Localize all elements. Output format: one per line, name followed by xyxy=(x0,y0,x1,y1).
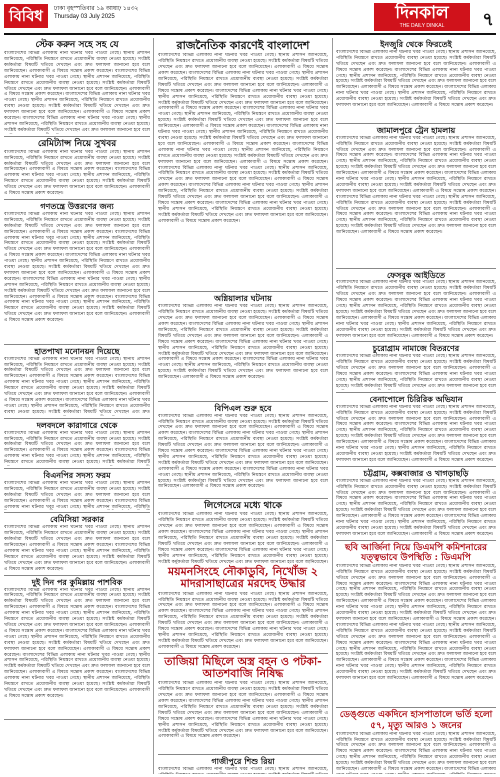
news-story xyxy=(158,757,328,774)
story-divider xyxy=(158,754,328,755)
story-body: বাংলাদেশের বিভিন্ন এলাকায় নানা ঘটনার খবর পাওয়া গেছে। স্থানীয় প্রশাসন জানিয়েছে, পরিস্থিতি নিয়ন্ত্রণে রাখতে প্রয়োজনীয় ব্যবস্থা নেওয়া হয়েছে। সংশ্লিষ্ট কর্মকর্তারা বিষয়টি খতিয়ে দেখছেন এবং দ্রুত ফলাফল জানানো হবে বলে জানিয়েছেন। এলাকাবাসী এ বিষয়ে সন্তোষ প্রকাশ করেছেন। বাংলাদেশের বিভিন্ন এলাকায় নানা ঘটনার খবর পাওয়া গেছে। স্থানীয় প্রশাসন জানিয়েছে, পরিস্থিতি নিয়ন্ত্রণে রাখতে প্রয়োজনীয় ব্যবস্থা নেওয়া হয়েছে। সংশ্লিষ্ট কর্মকর্তারা বিষয়টি xyxy=(4,430,150,466)
story-headline[interactable]: বিএনপির সদস্য ফরম xyxy=(43,469,111,480)
story-headline[interactable]: চট্টগ্রাম, কক্সবাজার ও খাগড়াছড়ি xyxy=(363,467,469,478)
story-divider xyxy=(336,268,496,269)
date-line xyxy=(54,5,138,21)
logo-title: দিনকাল xyxy=(395,3,449,23)
story-body: বাংলাদেশের বিভিন্ন এলাকায় নানা ঘটনার খবর পাওয়া গেছে। স্থানীয় প্রশাসন জানিয়েছে, পরিস্থিতি নিয়ন্ত্রণে রাখতে প্রয়োজনীয় ব্যবস্থা নেওয়া হয়েছে। সংশ্লিষ্ট কর্মকর্তারা বিষয়টি খতিয়ে দেখছেন এবং দ্রুত ফলাফল জানানো হবে বলে জানিয়েছেন। এলাকাবাসী এ বিষয়ে সন্তোষ প্রকাশ করেছেন। বাংলাদেশের বিভিন্ন এলাকায় নানা ঘটনার খবর পাওয়া গেছে। স্থানীয় প্রশাসন জানিয়েছে, পরিস্থিতি xyxy=(4,480,150,510)
story-divider xyxy=(4,344,150,345)
story-divider xyxy=(4,418,150,419)
story-body: বাংলাদেশের বিভিন্ন এলাকায় নানা ঘটনার খবর পাওয়া গেছে। স্থানীয় প্রশাসন জানিয়েছে, পরিস্থিতি নিয়ন্ত্রণে রাখতে প্রয়োজনীয় ব্যবস্থা নেওয়া হয়েছে। সংশ্লিষ্ট কর্মকর্তারা বিষয়টি খতিয়ে দেখছেন এবং দ্রুত ফলাফল জানানো হবে বলে জানিয়েছেন। এলাকাবাসী এ বিষয়ে সন্তোষ প্রকাশ করেছেন। বাংলাদেশের বিভিন্ন এলাকায় নানা ঘটনার খবর পাওয়া গেছে। স্থানীয় প্রশাসন জানিয়েছে, পরিস্থিতি নিয়ন্ত্রণে রাখতে প্রয়োজনীয় ব্যবস্থা নেওয়া হয়েছে। সংশ্লিষ্ট কর্মকর্তারা বিষয়টি খতিয়ে দেখছেন এবং দ্রুত ফলাফল জানানো হবে বলে জানিয়েছেন। এলাকাবাসী এ বিষয়ে সন্তোষ প্রকাশ করেছেন। বাংলাদেশের বিভিন্ন এলাকায় নানা ঘটনার খবর পাওয়া গেছে। স্থানীয় প্রশাসন জানিয়েছে, পরিস্থিতি নিয়ন্ত্রণে রাখতে প্রয়োজনীয় ব্যবস্থা নেওয়া হয়েছে। সংশ্লিষ্ট কর্মকর্তারা বিষয়টি খতিয়ে দেখছেন এবং দ্রুত ফলাফল জানানো হবে বলে জানিয়েছেন। এলাকাবাসী এ বিষয়ে সন্তোষ প্রকাশ করেছেন। বাংলাদেশের বিভিন্ন এলাকায় নানা ঘটনার খবর পাওয়া গেছে। স্থানীয় প্রশাসন জানিয়েছে, পরিস্থিতি নিয়ন্ত্রণে রাখতে প্রয়োজনীয় ব্যবস্থা নেওয়া হয়েছে। সংশ্লিষ্ট কর্মকর্তারা বিষয়টি খতিয়ে দেখছেন এবং দ্রুত ফলাফল জানানো হবে বলে জানিয়েছেন। এলাকাবাসী এ বিষয়ে সন্তোষ প্রকাশ করেছেন। বাংলাদেশের বিভিন্ন এলাকায় নানা ঘটনার খবর পাওয়া গেছে। স্থানীয় প্রশাসন জানিয়েছে, পরিস্থিতি নিয়ন্ত্রণে রাখতে প্রয়োজনীয় ব্যবস্থা নেওয়া হয়েছে। সংশ্লিষ্ট কর্মকর্তারা বিষয়টি খতিয়ে দেখছেন এবং দ্রুত ফলাফল জানানো হবে বলে জানিয়েছেন। এলাকাবাসী এ বিষয়ে সন্তোষ প্রকাশ করেছেন। বাংলাদেশের বিভিন্ন এলাকায় নানা ঘটনার খবর পাওয়া গেছে। স্থানীয় প্রশাসন জানিয়েছে, পরিস্থিতি নিয়ন্ত্রণে রাখতে প্রয়োজনীয় ব্যবস্থা নেওয়া হয়েছে। সংশ্লিষ্ট কর্মকর্তারা বিষয়টি খতিয়ে দেখছেন এবং দ্রুত ফলাফল জানানো হবে বলে জানিয়েছেন। এলাকাবাসী এ বিষয়ে সন্তোষ প্রকাশ করেছেন। বাংলাদেশের বিভিন্ন এলাকায় নানা ঘটনার খবর পাওয়া গেছে। স্থানীয় প্রশাসন জানিয়েছে, পরিস্থিতি নিয়ন্ত্রণে রাখতে প্রয়োজনীয় ব্যবস্থা নেওয়া হয়েছে। সংশ্লিষ্ট কর্মকর্তারা বিষয়টি খতিয়ে দেখছেন এবং দ্রুত ফলাফল জানানো হবে বলে জানিয়েছেন। এলাকাবাসী এ বিষয়ে সন্তোষ প্রকাশ করেছেন। বাংলাদেশের বিভিন্ন এলাকায় নানা ঘটনার খবর পাওয়া গেছে। স্থানীয় প্রশাসন জানিয়েছে, পরিস্থিতি নিয়ন্ত্রণে রাখতে প্রয়োজনীয় ব্যবস্থা নেওয়া হয়েছে। সংশ্লিষ্ট কর্মকর্তারা বিষয়টি খতিয়ে দেখছেন এবং দ্রুত ফলাফল জানানো হবে বলে জানিয়েছেন। এলাকাবাসী এ বিষয়ে সন্তোষ প্রকাশ করেছেন। বাংলাদেশের বিভিন্ন এলাকায় নানা ঘটনার খবর পাওয়া গেছে। স্থানীয় প্রশাসন জানিয়েছে, পরিস্থিতি নিয়ন্ত্রণে রাখতে প্রয়োজনীয় ব্যবস্থা নেওয়া হয়েছে। সংশ্লিষ্ট কর্মকর্তারা বিষয়টি খতিয়ে দেখছেন এবং দ্রুত ফলাফল জানানো হবে বলে জানিয়েছেন। এলাকাবাসী এ বিষয়ে সন্তোষ প্রকাশ করেছেন। xyxy=(158,53,328,224)
story-body: বাংলাদেশের বিভিন্ন এলাকায় নানা ঘটনার খবর পাওয়া গেছে। স্থানীয় প্রশাসন জানিয়েছে, xyxy=(158,767,328,772)
news-story xyxy=(4,578,150,721)
story-headline[interactable]: লিগেসেরে মধ্যে থাকে xyxy=(204,501,282,512)
story-headline[interactable]: ছবি আর্জিনা নিয়ে ডিএমপি কমিশনারের যত্ত্বভাবে উপস্থিতি : ডিএমপি xyxy=(345,542,487,563)
story-body: বাংলাদেশের বিভিন্ন এলাকায় নানা ঘটনার খবর পাওয়া গেছে। স্থানীয় প্রশাসন জানিয়েছে, পরিস্থিতি নিয়ন্ত্রণে রাখতে প্রয়োজনীয় ব্যবস্থা নেওয়া হয়েছে। সংশ্লিষ্ট কর্মকর্তারা বিষয়টি খতিয়ে দেখছেন এবং দ্রুত ফলাফল জানানো হবে বলে জানিয়েছেন। এলাকাবাসী এ বিষয়ে সন্তোষ প্রকাশ করেছেন। বাংলাদেশের বিভিন্ন এলাকায় নানা ঘটনার খবর পাওয়া গেছে। স্থানীয় প্রশাসন জানিয়েছে, পরিস্থিতি নিয়ন্ত্রণে রাখতে প্রয়োজনীয় ব্যবস্থা নেওয়া হয়েছে। সংশ্লিষ্ট কর্মকর্তারা বিষয়টি খতিয়ে দেখছেন এবং দ্রুত ফলাফল জানানো হবে বলে জানিয়েছেন। এলাকাবাসী এ বিষয়ে সন্তোষ প্রকাশ করেছেন। বাংলাদেশের বিভিন্ন এলাকায় নানা ঘটনার খবর পাওয়া গেছে। স্থানীয় প্রশাসন জানিয়েছে, পরিস্থিতি নিয়ন্ত্রণে রাখতে প্রয়োজনীয় ব্যবস্থা নেওয়া হয়েছে। সংশ্লিষ্ট কর্মকর্তারা বিষয়টি খতিয়ে দেখছেন এবং দ্রুত xyxy=(4,356,150,415)
section-tag: বিবিধ xyxy=(4,4,48,28)
story-divider xyxy=(336,392,496,393)
story-headline[interactable]: দলবদলে কারাগারে থেকে xyxy=(36,419,118,430)
news-story xyxy=(4,139,150,200)
column-right xyxy=(332,38,496,774)
news-story xyxy=(336,271,496,343)
masthead xyxy=(4,3,496,35)
story-headline[interactable]: দুই দিন পর কুমিল্লায় পাশবিক xyxy=(31,576,123,587)
news-story xyxy=(336,344,496,392)
story-divider xyxy=(4,199,150,200)
story-divider xyxy=(336,707,496,708)
news-story xyxy=(158,294,328,401)
story-headline[interactable]: স্টেক করুন সহে সহ যে xyxy=(35,40,119,50)
story-body: বাংলাদেশের বিভিন্ন এলাকায় নানা ঘটনার খবর পাওয়া গেছে। স্থানীয় প্রশাসন জানিয়েছে, পরিস্থিতি নিয়ন্ত্রণে রাখতে প্রয়োজনীয় ব্যবস্থা নেওয়া হয়েছে। সংশ্লিষ্ট কর্মকর্তারা বিষয়টি খতিয়ে দেখছেন এবং দ্রুত ফলাফল জানানো হবে বলে জানিয়েছেন। এলাকাবাসী এ বিষয়ে সন্তোষ প্রকাশ করেছেন। বাংলাদেশের বিভিন্ন এলাকায় নানা ঘটনার খবর পাওয়া গেছে। স্থানীয় প্রশাসন জানিয়েছে, পরিস্থিতি নিয়ন্ত্রণে রাখতে প্রয়োজনীয় ব্যবস্থা নেওয়া হয়েছে। সংশ্লিষ্ট কর্মকর্তারা বিষয়টি খতিয়ে দেখছেন এবং দ্রুত ফলাফল জানানো হবে বলে জানিয়েছেন। এলাকাবাসী এ বিষয়ে সন্তোষ প্রকাশ করেছেন। বাংলাদেশের বিভিন্ন এলাকায় xyxy=(336,731,496,773)
story-divider xyxy=(158,653,328,654)
story-body: বাংলাদেশের বিভিন্ন এলাকায় নানা ঘটনার খবর পাওয়া গেছে। স্থানীয় প্রশাসন জানিয়েছে, পরিস্থিতি নিয়ন্ত্রণে রাখতে প্রয়োজনীয় ব্যবস্থা নেওয়া হয়েছে। সংশ্লিষ্ট কর্মকর্তারা বিষয়টি খতিয়ে দেখছেন এবং দ্রুত ফলাফল জানানো হবে বলে জানিয়েছেন। এলাকাবাসী এ বিষয়ে সন্তোষ প্রকাশ করেছেন। বাংলাদেশের বিভিন্ন এলাকায় নানা ঘটনার খবর পাওয়া গেছে। স্থানীয় প্রশাসন জানিয়েছে, পরিস্থিতি নিয়ন্ত্রণে রাখতে প্রয়োজনীয় ব্যবস্থা নেওয়া হয়েছে। সংশ্লিষ্ট কর্মকর্তারা বিষয়টি খতিয়ে দেখছেন এবং দ্রুত ফলাফল জানানো হবে বলে জানিয়েছেন। এলাকাবাসী এ বিষয়ে সন্তোষ প্রকাশ করেছেন। বাংলাদেশের বিভিন্ন এলাকায় নানা ঘটনার খবর পাওয়া গেছে। স্থানীয় প্রশাসন জানিয়েছে, পরিস্থিতি নিয়ন্ত্রণে রাখতে প্রয়োজনীয় ব্যবস্থা নেওয়া হয়েছে। সংশ্লিষ্ট কর্মকর্তারা বিষয়টি খতিয়ে দেখছেন এবং দ্রুত ফলাফল জানানো হবে বলে জানিয়েছেন। xyxy=(158,512,328,564)
story-body: বাংলাদেশের বিভিন্ন এলাকায় নানা ঘটনার খবর পাওয়া গেছে। স্থানীয় প্রশাসন জানিয়েছে, পরিস্থিতি নিয়ন্ত্রণে রাখতে প্রয়োজনীয় ব্যবস্থা নেওয়া হয়েছে। সংশ্লিষ্ট কর্মকর্তারা বিষয়টি খতিয়ে দেখছেন এবং দ্রুত ফলাফল জানানো হবে বলে জানিয়েছেন। এলাকাবাসী এ বিষয়ে সন্তোষ প্রকাশ করেছেন। বাংলাদেশের বিভিন্ন এলাকায় নানা ঘটনার খবর পাওয়া গেছে। স্থানীয় প্রশাসন জানিয়েছে, পরিস্থিতি নিয়ন্ত্রণে রাখতে প্রয়োজনীয় ব্যবস্থা নেওয়া হয়েছে। সংশ্লিষ্ট কর্মকর্তারা বিষয়টি খতিয়ে দেখছেন এবং দ্রুত ফলাফল জানানো হবে বলে জানিয়েছেন। এলাকাবাসী এ বিষয়ে সন্তোষ প্রকাশ করেছেন। xyxy=(4,149,150,197)
date-english: Thursday 03 July 2025 xyxy=(54,14,115,20)
news-story xyxy=(158,656,328,755)
story-divider xyxy=(336,540,496,541)
story-headline[interactable]: বিপিএল শুরু হবে xyxy=(214,402,272,413)
news-story xyxy=(4,347,150,419)
story-body: বাংলাদেশের বিভিন্ন এলাকায় নানা ঘটনার খবর পাওয়া গেছে। স্থানীয় প্রশাসন জানিয়েছে, পরিস্থিতি নিয়ন্ত্রণে রাখতে প্রয়োজনীয় ব্যবস্থা নেওয়া হয়েছে। সংশ্লিষ্ট কর্মকর্তারা বিষয়টি খতিয়ে দেখছেন এবং দ্রুত ফলাফল জানানো হবে বলে জানিয়েছেন। এলাকাবাসী এ বিষয়ে সন্তোষ প্রকাশ করেছেন। বাংলাদেশের বিভিন্ন এলাকায় নানা ঘটনার খবর পাওয়া গেছে। স্থানীয় প্রশাসন জানিয়েছে, পরিস্থিতি নিয়ন্ত্রণে রাখতে প্রয়োজনীয় ব্যবস্থা নেওয়া হয়েছে। সংশ্লিষ্ট কর্মকর্তারা বিষয়টি খতিয়ে দেখছেন এবং দ্রুত ফলাফল জানানো হবে বলে জানিয়েছেন। এলাকাবাসী এ বিষয়ে সন্তোষ প্রকাশ করেছেন। বাংলাদেশের বিভিন্ন এলাকায় নানা ঘটনার খবর পাওয়া গেছে। স্থানীয় প্রশাসন জানিয়েছে, পরিস্থিতি নিয়ন্ত্রণে রাখতে প্রয়োজনীয় ব্যবস্থা নেওয়া হয়েছে। সংশ্লিষ্ট কর্মকর্তারা বিষয়টি খতিয়ে দেখছেন এবং দ্রুত ফলাফল জানানো হবে বলে জানিয়েছেন। এলাকাবাসী এ বিষয়ে সন্তোষ প্রকাশ করেছেন। xyxy=(336,478,496,537)
news-story xyxy=(158,404,328,500)
story-headline[interactable]: ফেসবুক আইডিতে xyxy=(386,269,446,280)
story-body: বাংলাদেশের বিভিন্ন এলাকায় নানা ঘটনার খবর পাওয়া গেছে। স্থানীয় প্রশাসন জানিয়েছে, পরিস্থিতি নিয়ন্ত্রণে রাখতে প্রয়োজনীয় ব্যবস্থা নেওয়া হয়েছে। সংশ্লিষ্ট কর্মকর্তারা বিষয়টি খতিয়ে দেখছেন এবং দ্রুত ফলাফল জানানো হবে বলে জানিয়েছেন। এলাকাবাসী এ বিষয়ে সন্তোষ প্রকাশ করেছেন। বাংলাদেশের বিভিন্ন এলাকায় নানা ঘটনার খবর পাওয়া গেছে। স্থানীয় প্রশাসন জানিয়েছে, পরিস্থিতি নিয়ন্ত্রণে রাখতে প্রয়োজনীয় ব্যবস্থা নেওয়া হয়েছে। সংশ্লিষ্ট কর্মকর্তারা বিষয়টি খতিয়ে দেখছেন এবং দ্রুত ফলাফল জানানো হবে বলে xyxy=(336,354,496,389)
story-headline[interactable]: অগ্নিয়ালার ঘটনায় xyxy=(214,293,272,304)
story-divider xyxy=(336,466,496,467)
story-headline[interactable]: গণতন্ত্রে উত্তরণের জন্য xyxy=(40,200,114,211)
story-divider xyxy=(4,136,150,137)
story-divider xyxy=(4,575,150,576)
story-headline[interactable]: রাজনৈতিক কারণেই বাংলাদেশ xyxy=(176,39,310,52)
date-bangla: ঢাকা বৃহস্পতিবার ১৯ আষাঢ় ১৪৩২ xyxy=(54,6,139,12)
news-story xyxy=(4,40,150,137)
story-divider xyxy=(158,498,328,499)
news-story xyxy=(336,40,496,124)
story-body: বাংলাদেশের বিভিন্ন এলাকায় নানা ঘটনার খবর পাওয়া গেছে। স্থানীয় প্রশাসন জানিয়েছে, পরিস্থিতি নিয়ন্ত্রণে রাখতে প্রয়োজনীয় ব্যবস্থা নেওয়া হয়েছে। সংশ্লিষ্ট কর্মকর্তারা বিষয়টি খতিয়ে দেখছেন এবং দ্রুত ফলাফল জানানো হবে বলে জানিয়েছেন। এলাকাবাসী এ বিষয়ে সন্তোষ প্রকাশ করেছেন। বাংলাদেশের বিভিন্ন এলাকায় নানা ঘটনার খবর পাওয়া গেছে। স্থানীয় প্রশাসন জানিয়েছে, পরিস্থিতি নিয়ন্ত্রণে রাখতে প্রয়োজনীয় ব্যবস্থা নেওয়া হয়েছে। সংশ্লিষ্ট কর্মকর্তারা বিষয়টি খতিয়ে দেখছেন এবং দ্রুত ফলাফল জানানো হবে বলে জানিয়েছেন। এলাকাবাসী এ বিষয়ে সন্তোষ প্রকাশ করেছেন। বাংলাদেশের বিভিন্ন এলাকায় নানা ঘটনার খবর পাওয়া গেছে। স্থানীয় প্রশাসন জানিয়েছে, পরিস্থিতি নিয়ন্ত্রণে রাখতে প্রয়োজনীয় ব্যবস্থা নেওয়া হয়েছে। সংশ্লিষ্ট কর্মকর্তারা বিষয়টি খতিয়ে দেখছেন এবং দ্রুত ফলাফল জানানো হবে বলে জানিয়েছেন। এলাকাবাসী এ বিষয়ে সন্তোষ প্রকাশ করেছেন। xyxy=(336,280,496,339)
news-story xyxy=(158,566,328,654)
news-story xyxy=(4,515,150,575)
story-body: বাংলাদেশের বিভিন্ন এলাকায় নানা ঘটনার খবর পাওয়া গেছে। স্থানীয় প্রশাসন জানিয়েছে, পরিস্থিতি নিয়ন্ত্রণে রাখতে প্রয়োজনীয় ব্যবস্থা নেওয়া হয়েছে। সংশ্লিষ্ট কর্মকর্তারা বিষয়টি খতিয়ে দেখছেন এবং দ্রুত ফলাফল জানানো হবে বলে জানিয়েছেন। এলাকাবাসী এ বিষয়ে সন্তোষ প্রকাশ করেছেন। বাংলাদেশের বিভিন্ন এলাকায় নানা ঘটনার খবর পাওয়া গেছে। স্থানীয় প্রশাসন জানিয়েছে, পরিস্থিতি নিয়ন্ত্রণে রাখতে প্রয়োজনীয় ব্যবস্থা নেওয়া হয়েছে। সংশ্লিষ্ট কর্মকর্তারা বিষয়টি খতিয়ে দেখছেন এবং দ্রুত ফলাফল জানানো হবে বলে জানিয়েছেন। এলাকাবাসী এ বিষয়ে সন্তোষ প্রকাশ করেছেন। বাংলাদেশের বিভিন্ন এলাকায় নানা ঘটনার খবর পাওয়া গেছে। স্থানীয় প্রশাসন জানিয়েছে, পরিস্থিতি নিয়ন্ত্রণে রাখতে প্রয়োজনীয় ব্যবস্থা নেওয়া হয়েছে। সংশ্লিষ্ট কর্মকর্তারা বিষয়টি খতিয়ে দেখছেন এবং দ্রুত ফলাফল জানানো হবে বলে জানিয়েছেন। এলাকাবাসী এ বিষয়ে সন্তোষ প্রকাশ করেছেন। xyxy=(158,681,328,740)
story-body: বাংলাদেশের বিভিন্ন এলাকায় নানা ঘটনার খবর পাওয়া গেছে। স্থানীয় প্রশাসন জানিয়েছে, পরিস্থিতি নিয়ন্ত্রণে রাখতে প্রয়োজনীয় ব্যবস্থা নেওয়া হয়েছে। সংশ্লিষ্ট কর্মকর্তারা বিষয়টি খতিয়ে দেখছেন এবং দ্রুত ফলাফল জানানো হবে বলে জানিয়েছেন। এলাকাবাসী এ বিষয়ে সন্তোষ প্রকাশ করেছেন। বাংলাদেশের বিভিন্ন এলাকায় নানা ঘটনার খবর পাওয়া গেছে। স্থানীয় প্রশাসন জানিয়েছে, পরিস্থিতি নিয়ন্ত্রণে রাখতে প্রয়োজনীয় ব্যবস্থা নেওয়া হয়েছে। সংশ্লিষ্ট কর্মকর্তারা বিষয়টি খতিয়ে দেখছেন এবং দ্রুত ফলাফল জানানো হবে বলে জানিয়েছেন। এলাকাবাসী এ বিষয়ে সন্তোষ প্রকাশ করেছেন। বাংলাদেশের বিভিন্ন এলাকায় নানা ঘটনার খবর পাওয়া গেছে। স্থানীয় প্রশাসন জানিয়েছে, পরিস্থিতি নিয়ন্ত্রণে রাখতে প্রয়োজনীয় ব্যবস্থা নেওয়া হয়েছে। সংশ্লিষ্ট কর্মকর্তারা বিষয়টি খতিয়ে দেখছেন এবং দ্রুত ফলাফল জানানো হবে বলে জানিয়েছেন। এলাকাবাসী এ বিষয়ে সন্তোষ প্রকাশ করেছেন। বাংলাদেশের বিভিন্ন এলাকায় নানা ঘটনার খবর পাওয়া গেছে। স্থানীয় প্রশাসন জানিয়েছে, পরিস্থিতি নিয়ন্ত্রণে রাখতে প্রয়োজনীয় ব্যবস্থা নেওয়া হয়েছে। সংশ্লিষ্ট কর্মকর্তারা বিষয়টি খতিয়ে দেখছেন এবং দ্রুত ফলাফল জানানো হবে বলে জানিয়েছেন। এলাকাবাসী এ বিষয়ে সন্তোষ প্রকাশ করেছেন। বাংলাদেশের বিভিন্ন এলাকায় নানা ঘটনার খবর পাওয়া গেছে। স্থানীয় প্রশাসন জানিয়েছে, পরিস্থিতি নিয়ন্ত্রণে রাখতে প্রয়োজনীয় ব্যবস্থা নেওয়া হয়েছে। সংশ্লিষ্ট কর্মকর্তারা বিষয়টি খতিয়ে দেখছেন এবং দ্রুত ফলাফল জানানো হবে বলে জানিয়েছেন। এলাকাবাসী এ বিষয়ে সন্তোষ প্রকাশ করেছেন। বাংলাদেশের বিভিন্ন এলাকায় নানা ঘটনার খবর পাওয়া গেছে। স্থানীয় প্রশাসন জানিয়েছে, পরিস্থিতি নিয়ন্ত্রণে রাখতে প্রয়োজনীয় ব্যবস্থা নেওয়া হয়েছে। সংশ্লিষ্ট কর্মকর্তারা বিষয়টি খতিয়ে দেখছেন এবং দ্রুত ফলাফল জানানো হবে বলে জানিয়েছেন। এলাকাবাসী এ বিষয়ে সন্তোষ প্রকাশ করেছেন। xyxy=(336,563,496,682)
column-middle-bottom xyxy=(158,564,328,774)
news-story xyxy=(336,469,496,541)
column-middle xyxy=(158,38,328,564)
news-story xyxy=(4,202,150,345)
story-headline[interactable]: বেনাপোলে চিরিরিক অভিযান xyxy=(369,393,463,404)
story-body: বাংলাদেশের বিভিন্ন এলাকায় নানা ঘটনার খবর পাওয়া গেছে। স্থানীয় প্রশাসন জানিয়েছে, পরিস্থিতি নিয়ন্ত্রণে রাখতে প্রয়োজনীয় ব্যবস্থা নেওয়া হয়েছে। সংশ্লিষ্ট কর্মকর্তারা বিষয়টি খতিয়ে দেখছেন এবং দ্রুত ফলাফল জানানো হবে বলে জানিয়েছেন। এলাকাবাসী এ বিষয়ে সন্তোষ প্রকাশ করেছেন। বাংলাদেশের বিভিন্ন এলাকায় নানা ঘটনার খবর পাওয়া গেছে। স্থানীয় প্রশাসন জানিয়েছে, পরিস্থিতি নিয়ন্ত্রণে রাখতে প্রয়োজনীয় ব্যবস্থা নেওয়া হয়েছে। সংশ্লিষ্ট কর্মকর্তারা বিষয়টি খতিয়ে দেখছেন এবং দ্রুত ফলাফল জানানো হবে বলে জানিয়েছেন। এলাকাবাসী এ বিষয়ে সন্তোষ প্রকাশ করেছেন। বাংলাদেশের বিভিন্ন এলাকায় নানা ঘটনার খবর পাওয়া গেছে। স্থানীয় প্রশাসন জানিয়েছে, পরিস্থিতি নিয়ন্ত্রণে রাখতে প্রয়োজনীয় ব্যবস্থা নেওয়া হয়েছে। সংশ্লিষ্ট কর্মকর্তারা বিষয়টি খতিয়ে দেখছেন এবং দ্রুত ফলাফল জানানো হবে বলে জানিয়েছেন। এলাকাবাসী এ বিষয়ে সন্তোষ প্রকাশ করেছেন। xyxy=(158,591,328,650)
story-divider xyxy=(158,401,328,402)
story-headline[interactable]: বেমিসিয়া সরকার xyxy=(50,514,104,525)
story-body: বাংলাদেশের বিভিন্ন এলাকায় নানা ঘটনার খবর পাওয়া গেছে। স্থানীয় প্রশাসন জানিয়েছে, পরিস্থিতি নিয়ন্ত্রণে রাখতে প্রয়োজনীয় ব্যবস্থা নেওয়া হয়েছে। সংশ্লিষ্ট কর্মকর্তারা বিষয়টি খতিয়ে দেখছেন এবং দ্রুত ফলাফল জানানো হবে বলে জানিয়েছেন। এলাকাবাসী এ বিষয়ে সন্তোষ প্রকাশ করেছেন। বাংলাদেশের বিভিন্ন এলাকায় নানা ঘটনার খবর পাওয়া গেছে। স্থানীয় প্রশাসন জানিয়েছে, পরিস্থিতি নিয়ন্ত্রণে রাখতে প্রয়োজনীয় ব্যবস্থা নেওয়া হয়েছে। সংশ্লিষ্ট কর্মকর্তারা বিষয়টি খতিয়ে দেখছেন এবং দ্রুত ফলাফল জানানো হবে বলে জানিয়েছেন। এলাকাবাসী এ বিষয়ে সন্তোষ প্রকাশ করেছেন। বাংলাদেশের বিভিন্ন এলাকায় নানা ঘটনার খবর পাওয়া গেছে। স্থানীয় প্রশাসন জানিয়েছে, পরিস্থিতি নিয়ন্ত্রণে রাখতে প্রয়োজনীয় ব্যবস্থা নেওয়া হয়েছে। সংশ্লিষ্ট কর্মকর্তারা বিষয়টি খতিয়ে দেখছেন এবং দ্রুত ফলাফল জানানো হবে বলে জানিয়েছেন। এলাকাবাসী এ বিষয়ে সন্তোষ প্রকাশ করেছেন। বাংলাদেশের বিভিন্ন এলাকায় নানা ঘটনার খবর পাওয়া গেছে। স্থানীয় প্রশাসন জানিয়েছে, পরিস্থিতি নিয়ন্ত্রণে রাখতে প্রয়োজনীয় ব্যবস্থা নেওয়া হয়েছে। সংশ্লিষ্ট কর্মকর্তারা বিষয়টি খতিয়ে দেখছেন এবং দ্রুত ফলাফল জানানো হবে বলে জানিয়েছেন। এলাকাবাসী এ বিষয়ে সন্তোষ প্রকাশ করেছেন। বাংলাদেশের বিভিন্ন এলাকায় নানা ঘটনার খবর পাওয়া গেছে। স্থানীয় প্রশাসন জানিয়েছে, পরিস্থিতি নিয়ন্ত্রণে রাখতে প্রয়োজনীয় ব্যবস্থা নেওয়া হয়েছে। সংশ্লিষ্ট কর্মকর্তারা বিষয়টি খতিয়ে দেখছেন এবং দ্রুত ফলাফল জানানো হবে বলে জানিয়েছেন। এলাকাবাসী এ বিষয়ে সন্তোষ প্রকাশ করেছেন। xyxy=(336,135,496,236)
news-story xyxy=(158,501,328,564)
story-headline[interactable]: ময়মনসিংহে নৌকাডুবি, নিখোঁজ ২ মাদরাসাছাত্রের মরদেহ উদ্ধার xyxy=(168,565,318,591)
logo-subtitle: THE DAILY DINKAL xyxy=(399,23,445,29)
story-divider xyxy=(4,512,150,513)
story-divider xyxy=(336,341,496,342)
newspaper-logo xyxy=(374,3,470,31)
news-story xyxy=(336,543,496,709)
news-story xyxy=(336,395,496,467)
story-headline[interactable]: জামালপুরে ট্রেন হামলায় xyxy=(376,124,456,135)
story-headline[interactable]: রেমিট্যান্স নিয়ে সুখবর xyxy=(37,138,117,149)
story-body: বাংলাদেশের বিভিন্ন এলাকায় নানা ঘটনার খবর পাওয়া গেছে। স্থানীয় প্রশাসন জানিয়েছে, পরিস্থিতি নিয়ন্ত্রণে রাখতে প্রয়োজনীয় ব্যবস্থা নেওয়া হয়েছে। সংশ্লিষ্ট কর্মকর্তারা বিষয়টি খতিয়ে দেখছেন এবং দ্রুত ফলাফল জানানো হবে বলে জানিয়েছেন। এলাকাবাসী এ বিষয়ে সন্তোষ প্রকাশ করেছেন। বাংলাদেশের বিভিন্ন এলাকায় নানা ঘটনার খবর পাওয়া গেছে। স্থানীয় প্রশাসন জানিয়েছে, পরিস্থিতি নিয়ন্ত্রণে রাখতে প্রয়োজনীয় ব্যবস্থা নেওয়া হয়েছে। সংশ্লিষ্ট কর্মকর্তারা বিষয়টি খতিয়ে দেখছেন এবং দ্রুত ফলাফল জানানো হবে বলে জানিয়েছেন। এলাকাবাসী এ বিষয়ে সন্তোষ প্রকাশ করেছেন। বাংলাদেশের বিভিন্ন এলাকায় নানা ঘটনার খবর পাওয়া গেছে। স্থানীয় প্রশাসন জানিয়েছে, পরিস্থিতি নিয়ন্ত্রণে রাখতে প্রয়োজনীয় ব্যবস্থা নেওয়া হয়েছে। সংশ্লিষ্ট কর্মকর্তারা বিষয়টি খতিয়ে দেখছেন এবং দ্রুত ফলাফল জানানো হবে বলে জানিয়েছেন। এলাকাবাসী এ বিষয়ে সন্তোষ প্রকাশ করেছেন। বাংলাদেশের বিভিন্ন এলাকায় নানা ঘটনার খবর পাওয়া গেছে। স্থানীয় প্রশাসন জানিয়েছে, পরিস্থিতি নিয়ন্ত্রণে রাখতে প্রয়োজনীয় ব্যবস্থা নেওয়া হয়েছে। সংশ্লিষ্ট কর্মকর্তারা বিষয়টি খতিয়ে দেখছেন এবং দ্রুত ফলাফল জানানো হবে বলে জানিয়েছেন। এলাকাবাসী এ বিষয়ে সন্তোষ প্রকাশ করেছেন। বাংলাদেশের বিভিন্ন এলাকায় নানা ঘটনার খবর পাওয়া গেছে। স্থানীয় প্রশাসন জানিয়েছে, পরিস্থিতি নিয়ন্ত্রণে রাখতে প্রয়োজনীয় ব্যবস্থা নেওয়া হয়েছে। সংশ্লিষ্ট কর্মকর্তারা বিষয়টি খতিয়ে দেখছেন এবং দ্রুত ফলাফল জানানো হবে বলে জানিয়েছেন। এলাকাবাসী এ বিষয়ে সন্তোষ প্রকাশ করেছেন। xyxy=(4,587,150,699)
news-story xyxy=(336,126,496,269)
story-divider xyxy=(336,123,496,124)
story-divider xyxy=(4,468,150,469)
story-body: বাংলাদেশের বিভিন্ন এলাকায় নানা ঘটনার খবর পাওয়া গেছে। স্থানীয় প্রশাসন জানিয়েছে, পরিস্থিতি নিয়ন্ত্রণে রাখতে প্রয়োজনীয় ব্যবস্থা নেওয়া হয়েছে। সংশ্লিষ্ট কর্মকর্তারা বিষয়টি খতিয়ে দেখছেন এবং দ্রুত ফলাফল জানানো হবে বলে জানিয়েছেন। এলাকাবাসী এ বিষয়ে সন্তোষ প্রকাশ করেছেন। বাংলাদেশের বিভিন্ন এলাকায় নানা ঘটনার খবর পাওয়া গেছে। স্থানীয় প্রশাসন জানিয়েছে, পরিস্থিতি নিয়ন্ত্রণে রাখতে প্রয়োজনীয় ব্যবস্থা নেওয়া হয়েছে। সংশ্লিষ্ট কর্মকর্তারা বিষয়টি খতিয়ে দেখছেন এবং দ্রুত ফলাফল জানানো হবে বলে জানিয়েছেন। এলাকাবাসী এ বিষয়ে সন্তোষ প্রকাশ করেছেন। বাংলাদেশের বিভিন্ন এলাকায় নানা ঘটনার খবর পাওয়া গেছে। স্থানীয় প্রশাসন জানিয়েছে, পরিস্থিতি নিয়ন্ত্রণে রাখতে প্রয়োজনীয় ব্যবস্থা নেওয়া হয়েছে। সংশ্লিষ্ট কর্মকর্তারা বিষয়টি খতিয়ে দেখছেন এবং দ্রুত ফলাফল জানানো হবে বলে জানিয়েছেন। এলাকাবাসী এ বিষয়ে সন্তোষ প্রকাশ করেছেন। বাংলাদেশের বিভিন্ন এলাকায় নানা ঘটনার খবর পাওয়া গেছে। স্থানীয় প্রশাসন জানিয়েছে, পরিস্থিতি নিয়ন্ত্রণে রাখতে প্রয়োজনীয় ব্যবস্থা নেওয়া হয়েছে। সংশ্লিষ্ট কর্মকর্তারা বিষয়টি খতিয়ে দেখছেন এবং দ্রুত ফলাফল জানানো হবে বলে জানিয়েছেন। এলাকাবাসী এ বিষয়ে সন্তোষ প্রকাশ করেছেন। xyxy=(158,413,328,490)
story-headline[interactable]: ডেঙ্গুতে একদিনে হাসপাতালে ভর্তি হলো ৫৭, মৃত্যু আরও ১ জনের xyxy=(339,710,493,731)
story-body: বাংলাদেশের বিভিন্ন এলাকায় নানা ঘটনার খবর পাওয়া গেছে। স্থানীয় প্রশাসন জানিয়েছে, পরিস্থিতি নিয়ন্ত্রণে রাখতে প্রয়োজনীয় ব্যবস্থা নেওয়া হয়েছে। সংশ্লিষ্ট কর্মকর্তারা বিষয়টি খতিয়ে দেখছেন এবং দ্রুত ফলাফল জানানো হবে বলে জানিয়েছেন। এলাকাবাসী এ বিষয়ে সন্তোষ প্রকাশ করেছেন। বাংলাদেশের বিভিন্ন এলাকায় নানা ঘটনার খবর পাওয়া গেছে। স্থানীয় প্রশাসন জানিয়েছে, পরিস্থিতি নিয়ন্ত্রণে রাখতে প্রয়োজনীয় ব্যবস্থা নেওয়া হয়েছে। সংশ্লিষ্ট কর্মকর্তারা বিষয়টি খতিয়ে দেখছেন এবং দ্রুত ফলাফল জানানো হবে বলে জানিয়েছেন। এলাকাবাসী এ বিষয়ে সন্তোষ প্রকাশ করেছেন। বাংলাদেশের বিভিন্ন এলাকায় নানা ঘটনার খবর পাওয়া গেছে। স্থানীয় প্রশাসন জানিয়েছে, পরিস্থিতি নিয়ন্ত্রণে রাখতে প্রয়োজনীয় ব্যবস্থা নেওয়া হয়েছে। সংশ্লিষ্ট কর্মকর্তারা বিষয়টি খতিয়ে দেখছেন এবং দ্রুত ফলাফল জানানো হবে বলে জানিয়েছেন। এলাকাবাসী এ বিষয়ে সন্তোষ প্রকাশ করেছেন। xyxy=(336,49,496,109)
story-divider xyxy=(4,719,150,720)
story-headline[interactable]: চুরোগ্রাম নামাজে বিতরণের xyxy=(372,343,460,354)
story-headline[interactable]: তাজিয়া মিছিলে অস্ত্র বহন ও পটকা-আতশবাজি নিষিদ্ধ xyxy=(164,654,322,680)
story-body: বাংলাদেশের বিভিন্ন এলাকায় নানা ঘটনার খবর পাওয়া গেছে। স্থানীয় প্রশাসন জানিয়েছে, পরিস্থিতি নিয়ন্ত্রণে রাখতে প্রয়োজনীয় ব্যবস্থা নেওয়া হয়েছে। সংশ্লিষ্ট কর্মকর্তারা বিষয়টি খতিয়ে দেখছেন এবং দ্রুত ফলাফল জানানো হবে বলে জানিয়েছেন। এলাকাবাসী এ বিষয়ে সন্তোষ প্রকাশ করেছেন। বাংলাদেশের বিভিন্ন এলাকায় নানা ঘটনার খবর পাওয়া গেছে। স্থানীয় প্রশাসন জানিয়েছে, পরিস্থিতি নিয়ন্ত্রণে রাখতে প্রয়োজনীয় ব্যবস্থা নেওয়া হয়েছে। সংশ্লিষ্ট কর্মকর্তারা বিষয়টি খতিয়ে দেখছেন এবং দ্রুত ফলাফল জানানো হবে বলে জানিয়েছেন। এলাকাবাসী এ বিষয়ে সন্তোষ প্রকাশ করেছেন। বাংলাদেশের বিভিন্ন এলাকায় নানা ঘটনার খবর পাওয়া গেছে। স্থানীয় প্রশাসন জানিয়েছে, পরিস্থিতি নিয়ন্ত্রণে রাখতে প্রয়োজনীয় ব্যবস্থা নেওয়া হয়েছে। সংশ্লিষ্ট কর্মকর্তারা বিষয়টি খতিয়ে দেখছেন এবং দ্রুত ফলাফল জানানো হবে বলে জানিয়েছেন। এলাকাবাসী এ বিষয়ে সন্তোষ প্রকাশ করেছেন। xyxy=(336,404,496,463)
column-left xyxy=(4,38,154,774)
news-story xyxy=(4,471,150,513)
story-body: বাংলাদেশের বিভিন্ন এলাকায় নানা ঘটনার খবর পাওয়া গেছে। স্থানীয় প্রশাসন জানিয়েছে, পরিস্থিতি নিয়ন্ত্রণে রাখতে প্রয়োজনীয় ব্যবস্থা নেওয়া হয়েছে। সংশ্লিষ্ট কর্মকর্তারা বিষয়টি খতিয়ে দেখছেন এবং দ্রুত ফলাফল জানানো হবে বলে জানিয়েছেন। এলাকাবাসী এ বিষয়ে সন্তোষ প্রকাশ করেছেন। বাংলাদেশের বিভিন্ন এলাকায় নানা ঘটনার খবর পাওয়া গেছে। স্থানীয় প্রশাসন জানিয়েছে, পরিস্থিতি নিয়ন্ত্রণে রাখতে প্রয়োজনীয় ব্যবস্থা নেওয়া হয়েছে। সংশ্লিষ্ট কর্মকর্তারা বিষয়টি খতিয়ে দেখছেন এবং দ্রুত ফলাফল জানানো হবে বলে জানিয়েছেন। এলাকাবাসী এ বিষয়ে সন্তোষ প্রকাশ করেছেন। xyxy=(4,525,150,572)
story-body: বাংলাদেশের বিভিন্ন এলাকায় নানা ঘটনার খবর পাওয়া গেছে। স্থানীয় প্রশাসন জানিয়েছে, পরিস্থিতি নিয়ন্ত্রণে রাখতে প্রয়োজনীয় ব্যবস্থা নেওয়া হয়েছে। সংশ্লিষ্ট কর্মকর্তারা বিষয়টি খতিয়ে দেখছেন এবং দ্রুত ফলাফল জানানো হবে বলে জানিয়েছেন। এলাকাবাসী এ বিষয়ে সন্তোষ প্রকাশ করেছেন। বাংলাদেশের বিভিন্ন এলাকায় নানা ঘটনার খবর পাওয়া গেছে। স্থানীয় প্রশাসন জানিয়েছে, পরিস্থিতি নিয়ন্ত্রণে রাখতে প্রয়োজনীয় ব্যবস্থা নেওয়া হয়েছে। সংশ্লিষ্ট কর্মকর্তারা বিষয়টি খতিয়ে দেখছেন এবং দ্রুত ফলাফল জানানো হবে বলে জানিয়েছেন। এলাকাবাসী এ বিষয়ে সন্তোষ প্রকাশ করেছেন। বাংলাদেশের বিভিন্ন এলাকায় নানা ঘটনার খবর পাওয়া গেছে। স্থানীয় প্রশাসন জানিয়েছে, পরিস্থিতি নিয়ন্ত্রণে রাখতে প্রয়োজনীয় ব্যবস্থা নেওয়া হয়েছে। সংশ্লিষ্ট কর্মকর্তারা বিষয়টি খতিয়ে দেখছেন এবং দ্রুত ফলাফল জানানো হবে বলে জানিয়েছেন। এলাকাবাসী এ বিষয়ে সন্তোষ প্রকাশ করেছেন। বাংলাদেশের বিভিন্ন এলাকায় নানা ঘটনার খবর পাওয়া গেছে। স্থানীয় প্রশাসন জানিয়েছে, পরিস্থিতি নিয়ন্ত্রণে রাখতে প্রয়োজনীয় ব্যবস্থা নেওয়া হয়েছে। সংশ্লিষ্ট কর্মকর্তারা বিষয়টি খতিয়ে দেখছেন এবং দ্রুত ফলাফল জানানো হবে বলে জানিয়েছেন। এলাকাবাসী এ বিষয়ে সন্তোষ প্রকাশ করেছেন। বাংলাদেশের বিভিন্ন এলাকায় নানা ঘটনার খবর পাওয়া গেছে। স্থানীয় প্রশাসন জানিয়েছে, পরিস্থিতি নিয়ন্ত্রণে রাখতে প্রয়োজনীয় ব্যবস্থা নেওয়া হয়েছে। সংশ্লিষ্ট কর্মকর্তারা বিষয়টি খতিয়ে দেখছেন এবং দ্রুত ফলাফল জানানো হবে বলে জানিয়েছেন। এলাকাবাসী এ বিষয়ে সন্তোষ প্রকাশ করেছেন। xyxy=(4,211,150,324)
news-story xyxy=(4,421,150,469)
page-body xyxy=(4,38,496,774)
page-number: ৭ xyxy=(482,9,494,30)
story-headline[interactable]: ইনজুরি থেকে ফিরতেই xyxy=(380,39,452,49)
story-headline[interactable]: গাজীপুরে শিশু রিয়া xyxy=(211,756,275,767)
story-body: বাংলাদেশের বিভিন্ন এলাকায় নানা ঘটনার খবর পাওয়া গেছে। স্থানীয় প্রশাসন জানিয়েছে, পরিস্থিতি নিয়ন্ত্রণে রাখতে প্রয়োজনীয় ব্যবস্থা নেওয়া হয়েছে। সংশ্লিষ্ট কর্মকর্তারা বিষয়টি খতিয়ে দেখছেন এবং দ্রুত ফলাফল জানানো হবে বলে জানিয়েছেন। এলাকাবাসী এ বিষয়ে সন্তোষ প্রকাশ করেছেন। বাংলাদেশের বিভিন্ন এলাকায় নানা ঘটনার খবর পাওয়া গেছে। স্থানীয় প্রশাসন জানিয়েছে, পরিস্থিতি নিয়ন্ত্রণে রাখতে প্রয়োজনীয় ব্যবস্থা নেওয়া হয়েছে। সংশ্লিষ্ট কর্মকর্তারা বিষয়টি খতিয়ে দেখছেন এবং দ্রুত ফলাফল জানানো হবে বলে জানিয়েছেন। এলাকাবাসী এ বিষয়ে সন্তোষ প্রকাশ করেছেন। বাংলাদেশের বিভিন্ন এলাকায় নানা ঘটনার খবর পাওয়া গেছে। স্থানীয় প্রশাসন জানিয়েছে, পরিস্থিতি নিয়ন্ত্রণে রাখতে প্রয়োজনীয় ব্যবস্থা নেওয়া হয়েছে। সংশ্লিষ্ট কর্মকর্তারা বিষয়টি খতিয়ে দেখছেন এবং দ্রুত ফলাফল জানানো হবে বলে জানিয়েছেন। এলাকাবাসী এ বিষয়ে সন্তোষ প্রকাশ করেছেন। বাংলাদেশের বিভিন্ন এলাকায় নানা ঘটনার খবর পাওয়া গেছে। স্থানীয় প্রশাসন জানিয়েছে, পরিস্থিতি নিয়ন্ত্রণে রাখতে প্রয়োজনীয় ব্যবস্থা নেওয়া হয়েছে। সংশ্লিষ্ট কর্মকর্তারা বিষয়টি খতিয়ে দেখছেন এবং দ্রুত ফলাফল জানানো হবে বলে xyxy=(4,51,150,133)
story-headline[interactable]: হাতপাখা মনোনয়ন দিয়েছে xyxy=(34,345,120,356)
news-story xyxy=(336,710,496,774)
story-body: বাংলাদেশের বিভিন্ন এলাকায় নানা ঘটনার খবর পাওয়া গেছে। স্থানীয় প্রশাসন জানিয়েছে, পরিস্থিতি নিয়ন্ত্রণে রাখতে প্রয়োজনীয় ব্যবস্থা নেওয়া হয়েছে। সংশ্লিষ্ট কর্মকর্তারা বিষয়টি খতিয়ে দেখছেন এবং দ্রুত ফলাফল জানানো হবে বলে জানিয়েছেন। এলাকাবাসী এ বিষয়ে সন্তোষ প্রকাশ করেছেন। বাংলাদেশের বিভিন্ন এলাকায় নানা ঘটনার খবর পাওয়া গেছে। স্থানীয় প্রশাসন জানিয়েছে, পরিস্থিতি নিয়ন্ত্রণে রাখতে প্রয়োজনীয় ব্যবস্থা নেওয়া হয়েছে। সংশ্লিষ্ট কর্মকর্তারা বিষয়টি খতিয়ে দেখছেন এবং দ্রুত ফলাফল জানানো হবে বলে জানিয়েছেন। এলাকাবাসী এ বিষয়ে সন্তোষ প্রকাশ করেছেন। বাংলাদেশের বিভিন্ন এলাকায় নানা ঘটনার খবর পাওয়া গেছে। স্থানীয় প্রশাসন জানিয়েছে, পরিস্থিতি নিয়ন্ত্রণে রাখতে প্রয়োজনীয় ব্যবস্থা নেওয়া হয়েছে। সংশ্লিষ্ট কর্মকর্তারা বিষয়টি খতিয়ে দেখছেন এবং দ্রুত ফলাফল জানানো হবে বলে জানিয়েছেন। এলাকাবাসী এ বিষয়ে সন্তোষ প্রকাশ করেছেন। বাংলাদেশের বিভিন্ন এলাকায় নানা ঘটনার খবর পাওয়া গেছে। স্থানীয় প্রশাসন জানিয়েছে, পরিস্থিতি নিয়ন্ত্রণে রাখতে প্রয়োজনীয় ব্যবস্থা নেওয়া হয়েছে। সংশ্লিষ্ট কর্মকর্তারা বিষয়টি খতিয়ে দেখছেন এবং দ্রুত ফলাফল জানানো হবে বলে জানিয়েছেন। এলাকাবাসী এ বিষয়ে সন্তোষ প্রকাশ করেছেন। xyxy=(158,304,328,381)
news-story xyxy=(158,40,328,292)
